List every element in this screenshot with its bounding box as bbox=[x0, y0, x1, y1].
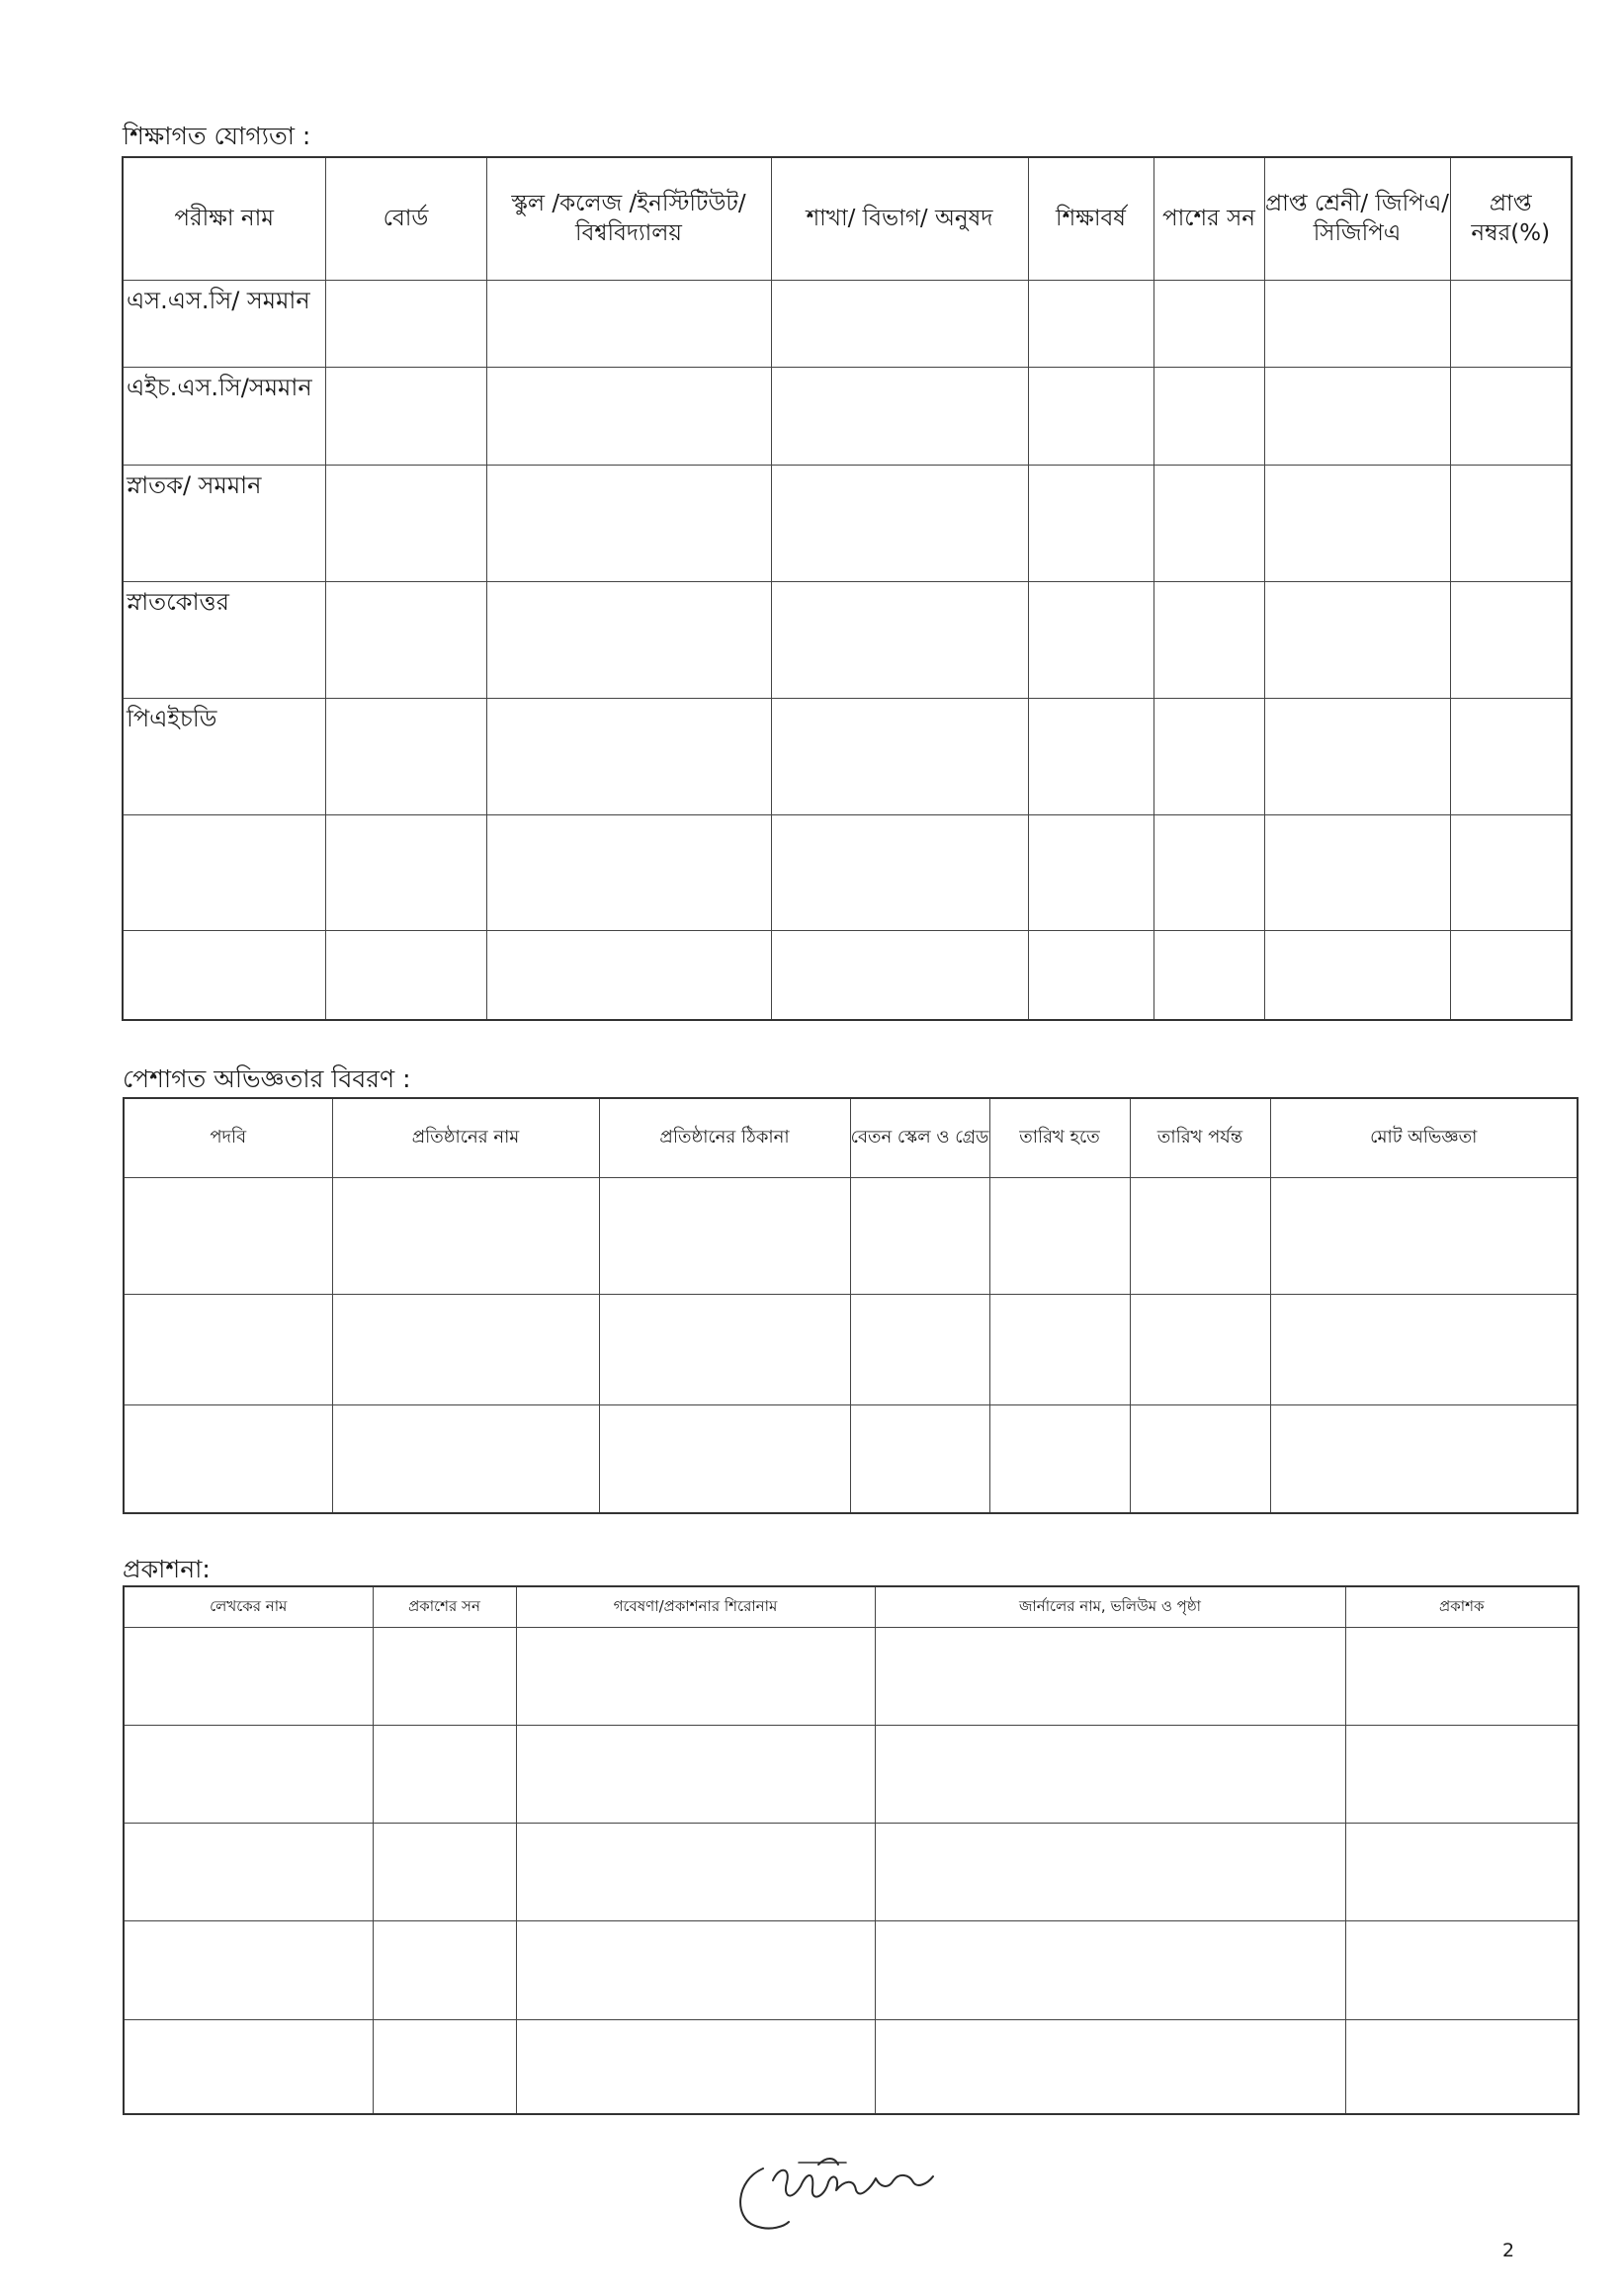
entry-cell[interactable] bbox=[486, 698, 771, 814]
row-label-blank[interactable] bbox=[123, 814, 325, 930]
entry-cell[interactable] bbox=[771, 814, 1028, 930]
entry-cell[interactable] bbox=[124, 1823, 373, 1920]
header-total-experience: মোট অভিজ্ঞতা bbox=[1270, 1098, 1578, 1177]
entry-cell[interactable] bbox=[1153, 814, 1264, 930]
entry-cell[interactable] bbox=[1028, 814, 1153, 930]
entry-cell[interactable] bbox=[1153, 930, 1264, 1020]
entry-cell[interactable] bbox=[1264, 698, 1450, 814]
entry-cell[interactable] bbox=[516, 1627, 875, 1725]
entry-cell[interactable] bbox=[124, 1294, 332, 1404]
row-label-graduate: স্নাতক/ সমমান bbox=[123, 465, 325, 581]
education-row-blank bbox=[123, 930, 1572, 1020]
entry-cell[interactable] bbox=[875, 2019, 1345, 2114]
entry-cell[interactable] bbox=[1270, 1177, 1578, 1294]
header-marks-percent: প্রাপ্ত নম্বর(%) bbox=[1450, 157, 1572, 280]
entry-cell[interactable] bbox=[486, 367, 771, 465]
entry-cell[interactable] bbox=[1345, 1823, 1579, 1920]
entry-cell[interactable] bbox=[599, 1294, 850, 1404]
publication-row bbox=[124, 2019, 1579, 2114]
entry-cell[interactable] bbox=[1270, 1294, 1578, 1404]
education-row-postgraduate bbox=[123, 581, 1572, 698]
header-exam-name: পরীক্ষা নাম bbox=[123, 157, 325, 280]
header-passing-year: পাশের সন bbox=[1153, 157, 1264, 280]
entry-cell[interactable] bbox=[325, 465, 486, 581]
entry-cell[interactable] bbox=[1028, 280, 1153, 367]
entry-cell[interactable] bbox=[332, 1294, 599, 1404]
row-label-blank[interactable] bbox=[123, 930, 325, 1020]
entry-cell[interactable] bbox=[325, 814, 486, 930]
entry-cell[interactable] bbox=[1028, 367, 1153, 465]
entry-cell[interactable] bbox=[1264, 581, 1450, 698]
entry-cell[interactable] bbox=[516, 2019, 875, 2114]
entry-cell[interactable] bbox=[124, 1404, 332, 1513]
publications-table bbox=[123, 1585, 1580, 2115]
entry-cell[interactable] bbox=[124, 1920, 373, 2019]
publication-row bbox=[124, 1627, 1579, 1725]
publications-header-row bbox=[124, 1586, 1579, 1627]
entry-cell[interactable] bbox=[486, 465, 771, 581]
education-row-hsc bbox=[123, 367, 1572, 465]
header-board: বোর্ড bbox=[325, 157, 486, 280]
header-institution-address: প্রতিষ্ঠানের ঠিকানা bbox=[599, 1098, 850, 1177]
header-academic-year: শিক্ষাবর্ষ bbox=[1028, 157, 1153, 280]
experience-row bbox=[124, 1294, 1578, 1404]
education-header-row bbox=[123, 157, 1572, 280]
entry-cell[interactable] bbox=[1345, 1725, 1579, 1823]
entry-cell[interactable] bbox=[373, 1627, 516, 1725]
entry-cell[interactable] bbox=[486, 814, 771, 930]
row-label-hsc: এইচ.এস.সি/সমমান bbox=[123, 367, 325, 465]
header-designation: পদবি bbox=[124, 1098, 332, 1177]
entry-cell[interactable] bbox=[771, 581, 1028, 698]
entry-cell[interactable] bbox=[1264, 367, 1450, 465]
signature bbox=[729, 2143, 957, 2234]
entry-cell[interactable] bbox=[875, 1725, 1345, 1823]
education-row-phd bbox=[123, 698, 1572, 814]
entry-cell[interactable] bbox=[850, 1177, 989, 1294]
entry-cell[interactable] bbox=[373, 1823, 516, 1920]
entry-cell[interactable] bbox=[989, 1404, 1130, 1513]
entry-cell[interactable] bbox=[1153, 465, 1264, 581]
entry-cell[interactable] bbox=[1028, 698, 1153, 814]
entry-cell[interactable] bbox=[1264, 280, 1450, 367]
entry-cell[interactable] bbox=[486, 930, 771, 1020]
entry-cell[interactable] bbox=[1153, 581, 1264, 698]
header-branch: শাখা/ বিভাগ/ অনুষদ bbox=[771, 157, 1028, 280]
header-publication-year: প্রকাশের সন bbox=[373, 1586, 516, 1627]
entry-cell[interactable] bbox=[599, 1177, 850, 1294]
entry-cell[interactable] bbox=[1450, 930, 1572, 1020]
entry-cell[interactable] bbox=[1345, 2019, 1579, 2114]
entry-cell[interactable] bbox=[124, 1177, 332, 1294]
entry-cell[interactable] bbox=[875, 1823, 1345, 1920]
entry-cell[interactable] bbox=[1130, 1404, 1270, 1513]
entry-cell[interactable] bbox=[850, 1404, 989, 1513]
entry-cell[interactable] bbox=[1345, 1627, 1579, 1725]
entry-cell[interactable] bbox=[124, 2019, 373, 2114]
entry-cell[interactable] bbox=[325, 581, 486, 698]
entry-cell[interactable] bbox=[989, 1294, 1130, 1404]
entry-cell[interactable] bbox=[124, 1627, 373, 1725]
entry-cell[interactable] bbox=[1153, 280, 1264, 367]
entry-cell[interactable] bbox=[1264, 465, 1450, 581]
entry-cell[interactable] bbox=[1270, 1404, 1578, 1513]
entry-cell[interactable] bbox=[325, 280, 486, 367]
entry-cell[interactable] bbox=[850, 1294, 989, 1404]
entry-cell[interactable] bbox=[1153, 367, 1264, 465]
entry-cell[interactable] bbox=[1450, 814, 1572, 930]
entry-cell[interactable] bbox=[1450, 465, 1572, 581]
header-pay-scale: বেতন স্কেল ও গ্রেড bbox=[850, 1098, 989, 1177]
row-label-ssc: এস.এস.সি/ সমমান bbox=[123, 280, 325, 367]
education-row-graduate bbox=[123, 465, 1572, 581]
entry-cell[interactable] bbox=[1028, 581, 1153, 698]
header-grade: প্রাপ্ত শ্রেনী/ জিপিএ/ সিজিপিএ bbox=[1264, 157, 1450, 280]
entry-cell[interactable] bbox=[1028, 465, 1153, 581]
education-section-title: শিক্ষাগত যোগ্যতা : bbox=[123, 122, 311, 150]
entry-cell[interactable] bbox=[989, 1177, 1130, 1294]
entry-cell[interactable] bbox=[373, 1725, 516, 1823]
entry-cell[interactable] bbox=[124, 1725, 373, 1823]
entry-cell[interactable] bbox=[373, 2019, 516, 2114]
entry-cell[interactable] bbox=[486, 280, 771, 367]
header-research-title: গবেষণা/প্রকাশনার শিরোনাম bbox=[516, 1586, 875, 1627]
experience-row bbox=[124, 1404, 1578, 1513]
education-row-ssc bbox=[123, 280, 1572, 367]
entry-cell[interactable] bbox=[771, 930, 1028, 1020]
education-row-blank bbox=[123, 814, 1572, 930]
header-date-from: তারিখ হতে bbox=[989, 1098, 1130, 1177]
header-date-to: তারিখ পর্যন্ত bbox=[1130, 1098, 1270, 1177]
publication-row bbox=[124, 1725, 1579, 1823]
entry-cell[interactable] bbox=[1028, 930, 1153, 1020]
page-number: 2 bbox=[1502, 2240, 1515, 2261]
entry-cell[interactable] bbox=[1450, 581, 1572, 698]
header-institution-name: প্রতিষ্ঠানের নাম bbox=[332, 1098, 599, 1177]
publications-section-title: প্রকাশনা: bbox=[123, 1555, 211, 1583]
entry-cell[interactable] bbox=[1264, 930, 1450, 1020]
experience-row bbox=[124, 1177, 1578, 1294]
entry-cell[interactable] bbox=[516, 1920, 875, 2019]
entry-cell[interactable] bbox=[599, 1404, 850, 1513]
entry-cell[interactable] bbox=[1130, 1294, 1270, 1404]
entry-cell[interactable] bbox=[332, 1404, 599, 1513]
entry-cell[interactable] bbox=[1153, 698, 1264, 814]
entry-cell[interactable] bbox=[516, 1725, 875, 1823]
entry-cell[interactable] bbox=[1450, 698, 1572, 814]
entry-cell[interactable] bbox=[486, 581, 771, 698]
entry-cell[interactable] bbox=[875, 1920, 1345, 2019]
header-author-name: লেখকের নাম bbox=[124, 1586, 373, 1627]
entry-cell[interactable] bbox=[1450, 280, 1572, 367]
row-label-postgraduate: স্নাতকোত্তর bbox=[123, 581, 325, 698]
education-table bbox=[122, 156, 1573, 1021]
entry-cell[interactable] bbox=[1130, 1177, 1270, 1294]
entry-cell[interactable] bbox=[332, 1177, 599, 1294]
experience-section-title: পেশাগত অভিজ্ঞতার বিবরণ : bbox=[123, 1064, 411, 1093]
experience-table bbox=[123, 1097, 1579, 1514]
entry-cell[interactable] bbox=[771, 367, 1028, 465]
entry-cell[interactable] bbox=[516, 1823, 875, 1920]
header-journal-details: জার্নালের নাম, ভলিউম ও পৃষ্ঠা bbox=[875, 1586, 1345, 1627]
row-label-phd: পিএইচডি bbox=[123, 698, 325, 814]
entry-cell[interactable] bbox=[771, 280, 1028, 367]
entry-cell[interactable] bbox=[771, 465, 1028, 581]
entry-cell[interactable] bbox=[325, 930, 486, 1020]
experience-header-row bbox=[124, 1098, 1578, 1177]
entry-cell[interactable] bbox=[1450, 367, 1572, 465]
entry-cell[interactable] bbox=[1264, 814, 1450, 930]
publication-row bbox=[124, 1920, 1579, 2019]
entry-cell[interactable] bbox=[875, 1627, 1345, 1725]
publication-row bbox=[124, 1823, 1579, 1920]
entry-cell[interactable] bbox=[1345, 1920, 1579, 2019]
entry-cell[interactable] bbox=[771, 698, 1028, 814]
entry-cell[interactable] bbox=[373, 1920, 516, 2019]
entry-cell[interactable] bbox=[325, 698, 486, 814]
header-publisher: প্রকাশক bbox=[1345, 1586, 1579, 1627]
entry-cell[interactable] bbox=[325, 367, 486, 465]
header-institution: স্কুল /কলেজ /ইনস্টিটিউট/ বিশ্ববিদ্যালয় bbox=[486, 157, 771, 280]
